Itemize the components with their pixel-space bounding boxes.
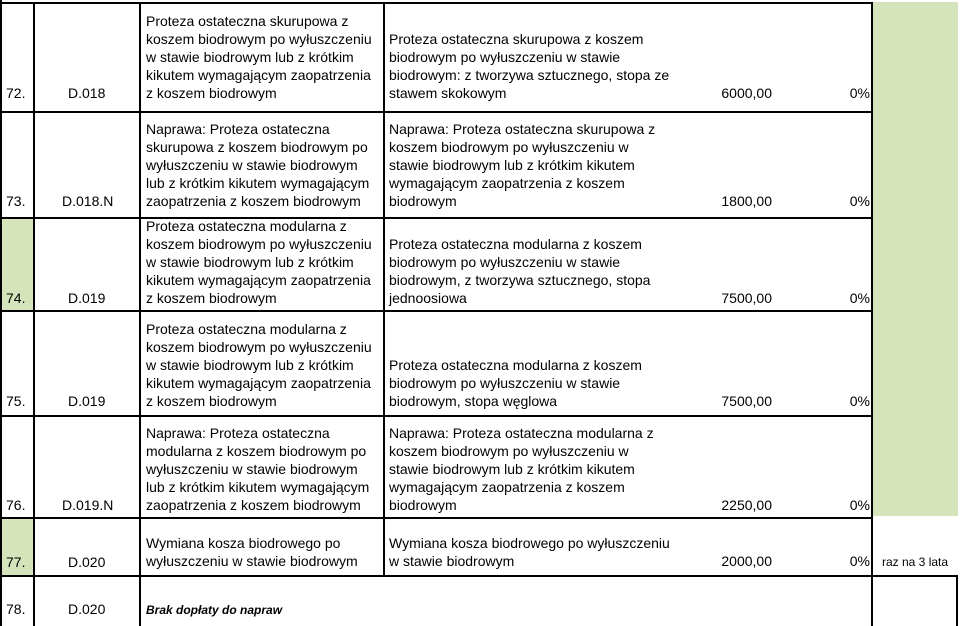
- desc-line: w stawie biodrowym: [389, 553, 515, 569]
- name-line: zaopatrzenia z koszem biodrowym: [146, 497, 361, 513]
- desc-line: biodrowym: z tworzywa sztucznego, stopa ze: [389, 67, 670, 83]
- row-code: D.018: [68, 85, 106, 101]
- desc-line: wymagającym zaopatrzenia z koszem: [389, 479, 625, 495]
- row-lp: 72.: [6, 85, 26, 101]
- grid-hline: [0, 415, 873, 417]
- grid-hline: [0, 111, 873, 113]
- name-line: Proteza ostateczna modularna z: [146, 218, 347, 234]
- name-line: z koszem biodrowym: [146, 290, 277, 306]
- row-lp: 76.: [6, 497, 26, 513]
- desc-line: biodrowym: [389, 497, 457, 513]
- desc-line: biodrowym: [389, 193, 457, 209]
- row-code: D.020: [68, 601, 106, 617]
- grid-vline: [956, 575, 958, 626]
- grid-vline: [0, 0, 2, 626]
- grid-vline: [871, 2, 873, 626]
- row-lp: 78.: [6, 601, 26, 617]
- price: 2250,00: [721, 497, 772, 513]
- name-line: koszem biodrowym po wyłuszczeniu: [146, 236, 372, 252]
- name-line: koszem biodrowym po wyłuszczeniu: [146, 31, 372, 47]
- row-lp: 77.: [6, 554, 26, 570]
- price: 2000,00: [721, 553, 772, 569]
- desc-line: Wymiana kosza biodrowego po wyłuszczeniu: [389, 535, 670, 551]
- price: 7500,00: [721, 290, 772, 306]
- desc-line: biodrowym po wyłuszczeniu w stawie: [389, 375, 621, 391]
- desc-line: biodrowym, z tworzywa sztucznego, stopa: [389, 272, 651, 288]
- desc-line: jednoosiowa: [389, 290, 467, 306]
- row-code: D.020: [68, 554, 106, 570]
- name-line: z koszem biodrowym: [146, 393, 277, 409]
- desc-line: stawie biodrowym lub z krótkim kikutem: [389, 157, 635, 173]
- percent: 0%: [849, 553, 870, 569]
- name-line: kikutem wymagającym zaopatrzenia: [146, 375, 371, 391]
- percent: 0%: [849, 193, 870, 209]
- row-code: D.018.N: [62, 193, 114, 209]
- percent: 0%: [849, 290, 870, 306]
- name-line: z koszem biodrowym: [146, 85, 277, 101]
- price: 7500,00: [721, 393, 772, 409]
- desc-line: biodrowym po wyłuszczeniu w stawie: [389, 49, 621, 65]
- desc-line: Naprawa: Proteza ostateczna skurupowa z: [389, 121, 656, 137]
- name-line: wyłuszczeniu w stawie biodrowym: [146, 461, 358, 477]
- row-code: D.019: [68, 393, 106, 409]
- desc-line: Proteza ostateczna modularna z koszem: [389, 236, 642, 252]
- desc-line: koszem biodrowym po wyłuszczeniu w: [389, 443, 629, 459]
- desc-line: koszem biodrowym po wyłuszczeniu w: [389, 139, 629, 155]
- name-line: Proteza ostateczna modularna z: [146, 321, 347, 337]
- price: 6000,00: [721, 85, 772, 101]
- desc-line: stawie biodrowym lub z krótkim kikutem: [389, 461, 635, 477]
- grid-vline: [33, 2, 35, 626]
- name-line: zaopatrzenia z koszem biodrowym: [146, 193, 361, 209]
- grid-hline: [0, 310, 873, 312]
- desc-line: Proteza ostateczna modularna z koszem: [389, 357, 642, 373]
- desc-line: wymagającym zaopatrzenia z koszem: [389, 175, 625, 191]
- name-line: lub z krótkim kikutem wymagającym: [146, 479, 370, 495]
- name-line: Naprawa: Proteza ostateczna: [146, 121, 330, 137]
- name-line: wyłuszczeniu w stawie biodrowym: [146, 157, 358, 173]
- price: 1800,00: [721, 193, 772, 209]
- percent: 0%: [849, 85, 870, 101]
- name-line: w stawie biodrowym lub z krótkim: [146, 49, 354, 65]
- grid-hline: [0, 217, 873, 219]
- desc-line: biodrowym, stopa węglowa: [389, 393, 558, 409]
- name-line: kikutem wymagającym zaopatrzenia: [146, 67, 371, 83]
- name-line: Wymiana kosza biodrowego po: [146, 535, 341, 551]
- green-column-fill: [873, 2, 958, 516]
- grid-hline: [0, 575, 958, 577]
- percent: 0%: [849, 497, 870, 513]
- name-line: w stawie biodrowym lub z krótkim: [146, 357, 354, 373]
- desc-line: Naprawa: Proteza ostateczna modularna z: [389, 425, 654, 441]
- name-line: Naprawa: Proteza ostateczna: [146, 425, 330, 441]
- percent: 0%: [849, 393, 870, 409]
- name-line: w stawie biodrowym lub z krótkim: [146, 254, 354, 270]
- frequency-note: raz na 3 lata: [882, 555, 949, 569]
- grid-vline: [383, 2, 385, 577]
- grid-hline: [0, 517, 873, 519]
- grid-vline: [139, 2, 141, 626]
- name-line: kikutem wymagającym zaopatrzenia: [146, 272, 371, 288]
- desc-line: biodrowym po wyłuszczeniu w stawie: [389, 254, 621, 270]
- row-lp: 74.: [6, 290, 26, 306]
- name-line: lub z krótkim kikutem wymagającym: [146, 175, 370, 191]
- row-code: D.019.N: [62, 497, 114, 513]
- name-line: modularna z koszem biodrowym po: [146, 443, 367, 459]
- name-line: koszem biodrowym po wyłuszczeniu: [146, 339, 372, 355]
- desc-line: Proteza ostateczna skurupowa z koszem: [389, 31, 644, 47]
- name-line: wyłuszczeniu w stawie biodrowym: [146, 553, 358, 569]
- grid-hline: [0, 2, 873, 4]
- desc-line: stawem skokowym: [389, 85, 507, 101]
- no-repair-surcharge-note: Brak dopłaty do napraw: [146, 603, 283, 617]
- row-lp: 73.: [6, 193, 26, 209]
- name-line: Proteza ostateczna skurupowa z: [146, 13, 349, 29]
- row-code: D.019: [68, 290, 106, 306]
- row-lp: 75.: [6, 393, 26, 409]
- name-line: skurupowa z koszem biodrowym po: [146, 139, 368, 155]
